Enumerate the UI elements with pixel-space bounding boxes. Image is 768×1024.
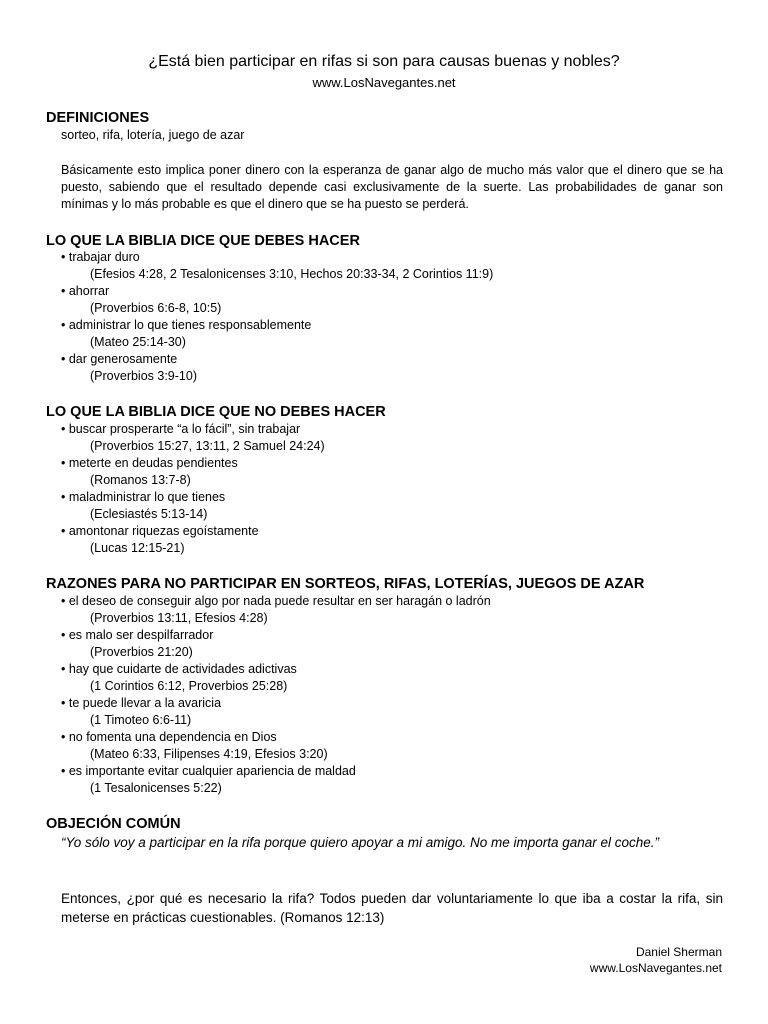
- definitions-heading: DEFINICIONES: [46, 110, 150, 126]
- reason-item: • es malo ser despilfarrador: [61, 628, 214, 642]
- definitions-terms: sorteo, rifa, lotería, juego de azar: [61, 128, 245, 142]
- should-do-item: • dar generosamente: [61, 352, 178, 366]
- reason-ref: (Proverbios 21:20): [90, 645, 193, 659]
- should-do-ref: (Efesios 4:28, 2 Tesalonicenses 3:10, Hechos 20:33-34, 2 Corintios 11:9): [90, 267, 494, 281]
- reason-ref: (1 Tesalonicenses 5:22): [90, 781, 222, 795]
- objection-quote: “Yo sólo voy a participar en la rifa porque quiero apoyar a mi amigo. No me importa ganar el coche.”: [61, 835, 660, 850]
- should-do-ref: (Proverbios 3:9-10): [90, 369, 197, 383]
- reason-item: • no fomenta una dependencia en Dios: [61, 730, 277, 744]
- reason-ref: (Mateo 6:33, Filipenses 4:19, Efesios 3:20): [90, 747, 328, 761]
- reason-ref: (Proverbios 13:11, Efesios 4:28): [90, 611, 268, 625]
- should-do-heading: LO QUE LA BIBLIA DICE QUE DEBES HACER: [46, 233, 360, 249]
- should-do-item: • trabajar duro: [61, 250, 140, 264]
- reason-item: • es importante evitar cualquier apariencia de maldad: [61, 764, 356, 778]
- objection-response: Entonces, ¿por qué es necesario la rifa? Todos pueden dar voluntariamente lo que iba a costar la rifa, sin meterse en prácticas cuestionables. (Romanos 12:13): [61, 891, 723, 925]
- header-website: www.LosNavegantes.net: [312, 75, 456, 90]
- should-do-ref: (Mateo 25:14-30): [90, 335, 186, 349]
- should-not-do-item: • amontonar riquezas egoístamente: [61, 524, 259, 538]
- reason-item: • el deseo de conseguir algo por nada puede resultar en ser haragán o ladrón: [61, 594, 491, 608]
- definitions-paragraph: Básicamente esto implica poner dinero con la esperanza de ganar algo de mucho más valor que el dinero que se ha puesto, sabiendo que el resultado depende casi exclusivamente de la suerte. Las probabilidades de ganar son mínimas y lo más probable es que el dinero que se ha puesto se perderá.: [61, 163, 723, 211]
- footer-author: Daniel Sherman: [635, 945, 722, 959]
- should-do-ref: (Proverbios 6:6-8, 10:5): [90, 301, 222, 315]
- should-do-item: • administrar lo que tienes responsablemente: [61, 318, 312, 332]
- should-not-do-item: • maladministrar lo que tienes: [61, 490, 226, 504]
- should-not-do-ref: (Proverbios 15:27, 13:11, 2 Samuel 24:24): [90, 439, 325, 453]
- should-not-do-ref: (Eclesiastés 5:13-14): [90, 507, 208, 521]
- reason-ref: (1 Corintios 6:12, Proverbios 25:28): [90, 679, 288, 693]
- should-not-do-item: • buscar prosperarte “a lo fácil”, sin trabajar: [61, 422, 301, 436]
- footer-website: www.LosNavegantes.net: [589, 961, 722, 975]
- should-not-do-ref: (Romanos 13:7-8): [90, 473, 191, 487]
- reason-item: • te puede llevar a la avaricia: [61, 696, 222, 710]
- reason-ref: (1 Timoteo 6:6-11): [90, 713, 192, 727]
- reason-item: • hay que cuidarte de actividades adictivas: [61, 662, 297, 676]
- page-title: ¿Está bien participar en rifas si son para causas buenas y nobles?: [148, 53, 620, 70]
- should-not-do-heading: LO QUE LA BIBLIA DICE QUE NO DEBES HACER: [46, 404, 386, 420]
- should-not-do-ref: (Lucas 12:15-21): [90, 541, 185, 555]
- objection-heading: OBJECIÓN COMÚN: [46, 816, 181, 832]
- reasons-heading: RAZONES PARA NO PARTICIPAR EN SORTEOS, RIFAS, LOTERÍAS, JUEGOS DE AZAR: [46, 576, 645, 592]
- should-not-do-item: • meterte en deudas pendientes: [61, 456, 238, 470]
- should-do-item: • ahorrar: [61, 284, 110, 298]
